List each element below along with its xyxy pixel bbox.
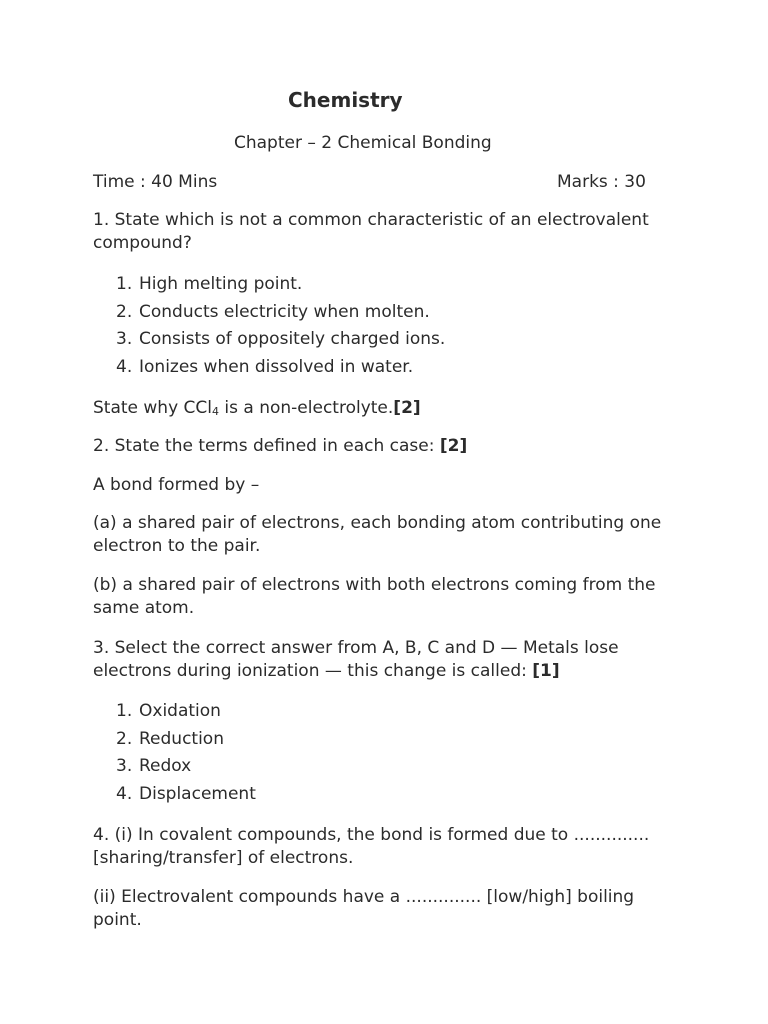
question-text: State which is not a common characteristic of an electrovalent compound? [93,210,649,253]
option-item [93,354,653,382]
question-text: Select the correct answer from A, B, C and D — Metals lose electrons during ionization — this change is called: [93,638,619,681]
time-label: Time : 40 Mins [93,172,218,192]
option-number: 1. [116,701,133,721]
option-text: Displacement [139,783,256,804]
option-text: Reduction [139,728,224,749]
option-item [93,753,653,781]
marks-badge: [2] [439,436,468,456]
question-2 [93,435,673,458]
question-number: 1. [93,210,110,230]
option-text: Consists of oppositely charged ions. [139,329,446,349]
option-item [93,299,653,327]
question-number: 2. [93,436,110,456]
option-number: 3. [116,756,133,776]
option-number: 4. [116,783,133,804]
marks-label: Marks : 30 [557,172,646,192]
option-text: Conducts electricity when molten. [139,301,430,322]
question-4-ii: (ii) Electrovalent compounds have a .............. [low/high] boiling point. [93,887,635,930]
subscript: 4 [212,405,220,418]
question-text: (i) In covalent compounds, the bond is formed due to .............. [sharing/transfer] of electrons. [93,825,650,868]
question-3-options [93,698,653,808]
option-item [93,698,653,726]
option-number: 1. [116,274,133,294]
question-2-lead: A bond formed by – [93,475,260,495]
option-text: Redox [139,756,192,776]
option-item [93,781,653,809]
question-3 [93,637,673,683]
marks-badge: [1] [532,661,560,681]
subpart-text-end: is a non-electrolyte. [219,398,394,418]
question-number: 4. [93,825,110,845]
option-text: High melting point. [139,274,303,294]
subpart-text: State why CCl [93,398,213,418]
page-title: Chemistry [288,88,403,112]
option-item [93,271,653,299]
question-1-options [93,271,653,381]
option-number: 3. [116,329,133,349]
question-2-part-b: (b) a shared pair of electrons with both electrons coming from the same atom. [93,575,656,618]
question-4-i [93,824,673,870]
option-text: Oxidation [139,701,221,721]
question-text: State the terms defined in each case: [109,436,440,456]
option-number: 2. [116,301,133,322]
question-2-part-a: (a) a shared pair of electrons, each bonding atom contributing one electron to the pair. [93,513,662,556]
question-1-subpart [93,397,673,420]
question-number: 3. [93,638,110,658]
option-item [93,726,653,754]
option-number: 4. [116,356,133,377]
question-1 [93,209,673,255]
option-number: 2. [116,728,133,749]
option-item [93,326,653,354]
option-text: Ionizes when dissolved in water. [139,356,414,377]
chapter-subtitle: Chapter – 2 Chemical Bonding [234,133,492,153]
marks-badge: [2] [393,398,421,418]
